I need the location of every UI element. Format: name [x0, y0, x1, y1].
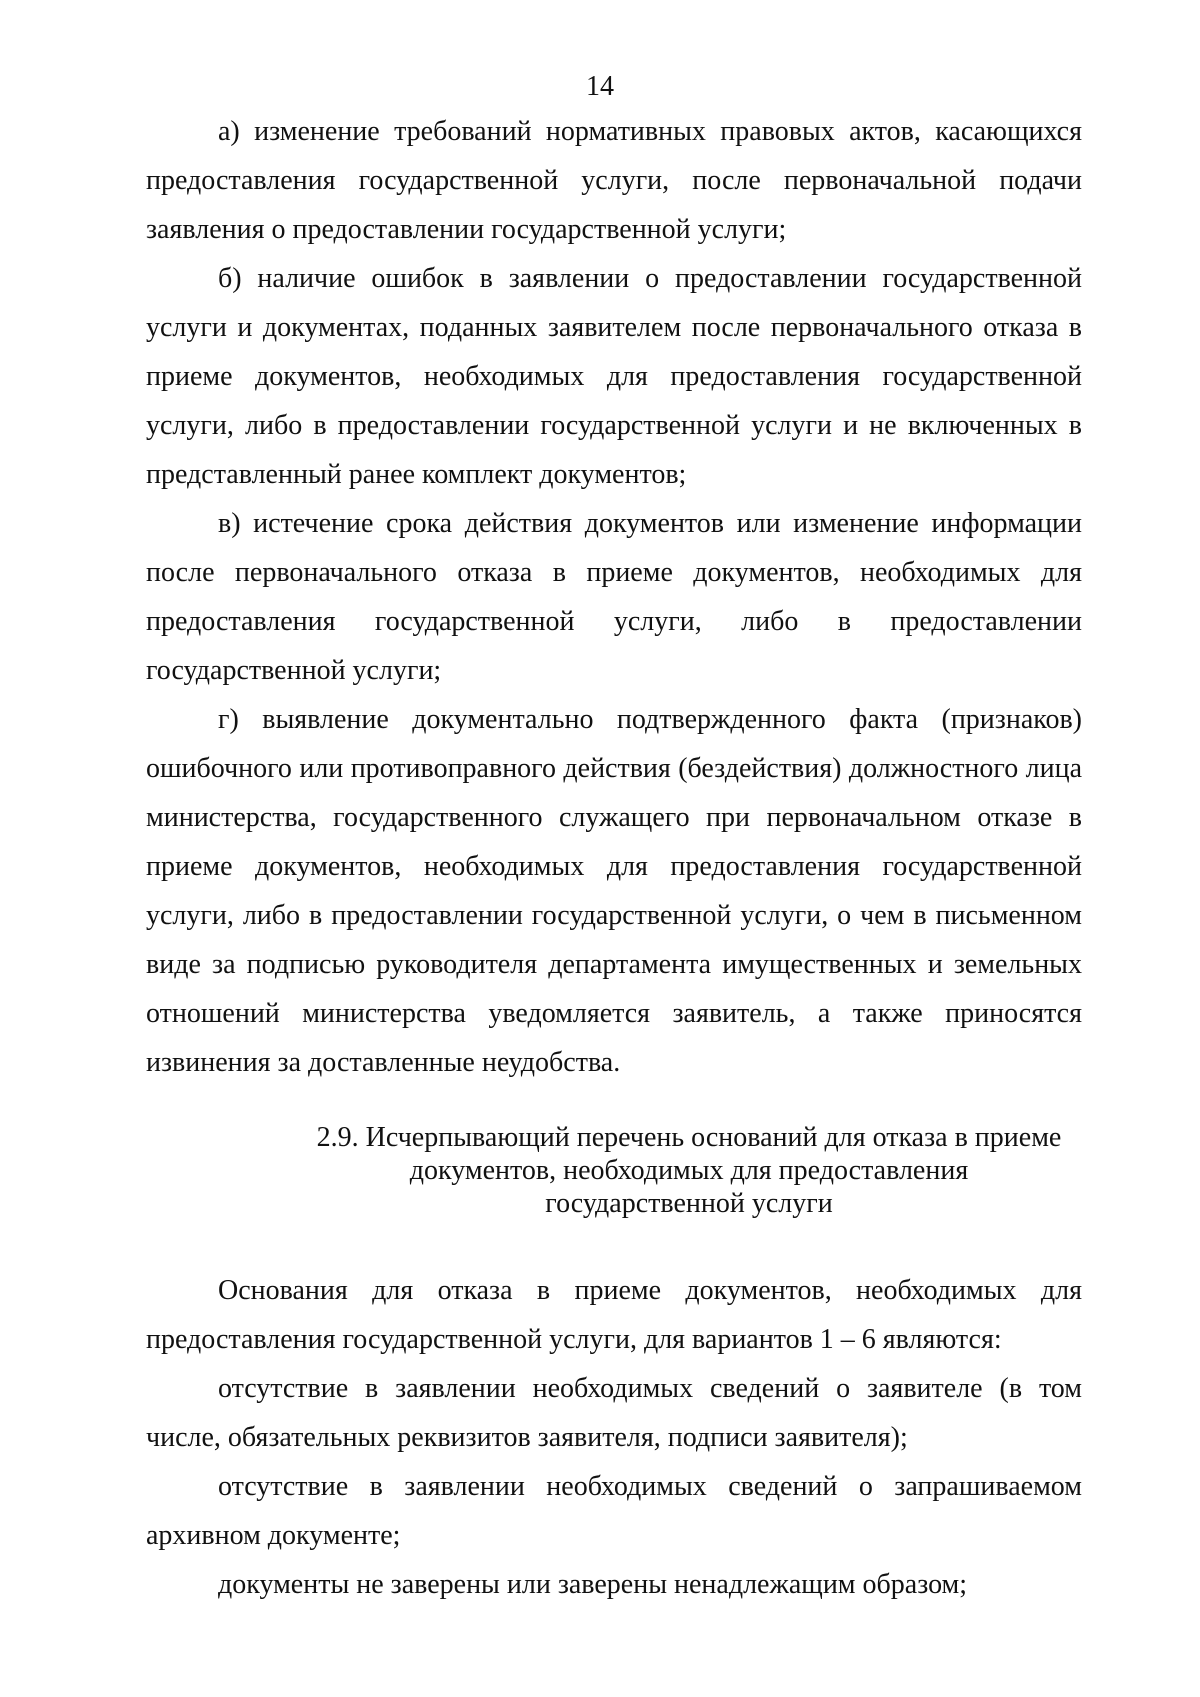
paragraph-item-a: а) изменение требований нормативных правовых актов, касающихся предоставления государственной услуги, после первоначальной подачи заявления о предоставлении государственной услуги; — [146, 116, 1082, 245]
page-number: 14 — [586, 71, 614, 102]
paragraph-ground-not-certified: документы не заверены или заверены ненадлежащим образом; — [218, 1569, 968, 1600]
paragraph-item-v: в) истечение срока действия документов или изменение информации после первоначального отказа в приеме документов, необходимых для предоставления государственной услуги, либо в предоставлении государственной услуги; — [146, 508, 1082, 686]
section-heading-line-1: 2.9. Исчерпывающий перечень оснований для отказа в приеме — [316, 1122, 1062, 1153]
section-heading — [146, 1121, 1082, 1220]
paragraph-ground-no-document-info: отсутствие в заявлении необходимых сведений о запрашиваемом архивном документе; — [146, 1471, 1082, 1551]
paragraph-item-b: б) наличие ошибок в заявлении о предоставлении государственной услуги и документах, поданных заявителем после первоначального отказа в приеме документов, необходимых для предоставления государственной услуги, либо в предоставлении государственной услуги и не включенных в представленный ранее комплект документов; — [146, 263, 1082, 490]
document-body — [146, 107, 1082, 1609]
paragraph-grounds-intro: Основания для отказа в приеме документов, необходимых для предоставления государственной услуги, для вариантов 1 – 6 являются: — [146, 1275, 1082, 1355]
section-heading-line-3: государственной услуги — [545, 1188, 833, 1219]
paragraph-item-g: г) выявление документально подтвержденного факта (признаков) ошибочного или противоправного действия (бездействия) должностного лица министерства, государственного служащего при первоначальном отказе в приеме документов, необходимых для предоставления государственной услуги, либо в предоставлении государственной услуги, о чем в письменном виде за подписью руководителя департамента имущественных и земельных отношений министерства уведомляется заявитель, а также приносятся извинения за доставленные неудобства. — [146, 704, 1082, 1078]
paragraph-ground-no-applicant-info: отсутствие в заявлении необходимых сведений о заявителе (в том числе, обязательных реквизитов заявителя, подписи заявителя); — [146, 1373, 1082, 1453]
section-heading-line-2: документов, необходимых для предоставления — [409, 1155, 969, 1186]
